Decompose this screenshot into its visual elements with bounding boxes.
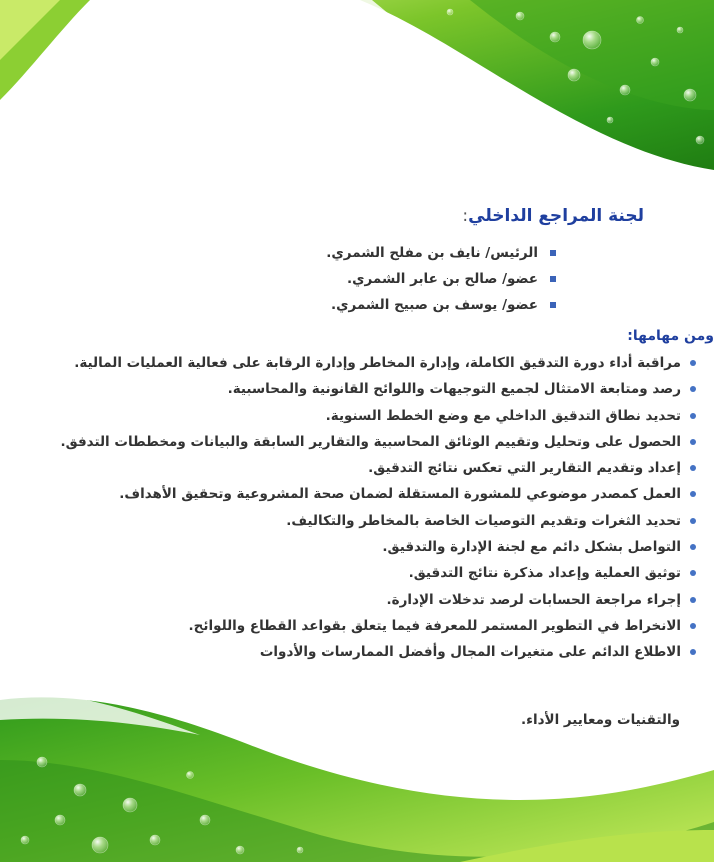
round-bullet-icon [690, 570, 696, 576]
members-list [326, 240, 556, 318]
square-bullet-icon [550, 276, 556, 282]
task-item: الانخراط في التطوير المستمر للمعرفة فيما يتعلق بقواعد القطاع واللوائح. [61, 613, 696, 639]
task-item: العمل كمصدر موضوعي للمشورة المستقلة لضمان صحة المشروعية وتحقيق الأهداف. [61, 481, 696, 507]
round-bullet-icon [690, 623, 696, 629]
square-bullet-icon [550, 250, 556, 256]
member-item: عضو/ صالح بن عابر الشمري. [326, 266, 556, 292]
tasks-list [61, 350, 696, 666]
task-item: تحديد الثغرات وتقديم التوصيات الخاصة بالمخاطر والتكاليف. [61, 508, 696, 534]
task-item: توثيق العملية وإعداد مذكرة نتائج التدقيق. [61, 560, 696, 586]
member-item: الرئيس/ نايف بن مفلح الشمري. [326, 240, 556, 266]
task-item: مراقبة أداء دورة التدقيق الكاملة، وإدارة المخاطر وإدارة الرقابة على فعالية العمليات المالية. [61, 350, 696, 376]
member-item: عضو/ يوسف بن صبيح الشمري. [326, 292, 556, 318]
round-bullet-icon [690, 465, 696, 471]
task-item: رصد ومتابعة الامتثال لجميع التوجيهات واللوائح القانونية والمحاسبية. [61, 376, 696, 402]
round-bullet-icon [690, 413, 696, 419]
round-bullet-icon [690, 439, 696, 445]
task-item: الاطلاع الدائم على متغيرات المجال وأفضل الممارسات والأدوات [61, 639, 696, 665]
tasks-heading: ومن مهامها: [627, 328, 714, 344]
task-item: تحديد نطاق التدقيق الداخلي مع وضع الخطط السنوية. [61, 403, 696, 429]
task-item: الحصول على وتحليل وتقييم الوثائق المحاسبية والتقارير السابقة والبيانات ومخططات التدفق. [61, 429, 696, 455]
square-bullet-icon [550, 302, 556, 308]
task-item: إعداد وتقديم التقارير التي تعكس نتائج التدقيق. [61, 455, 696, 481]
round-bullet-icon [690, 544, 696, 550]
round-bullet-icon [690, 649, 696, 655]
committee-title: لجنة المراجع الداخلي: [462, 206, 644, 226]
round-bullet-icon [690, 491, 696, 497]
round-bullet-icon [690, 360, 696, 366]
task-item-continuation: والتقنيات ومعايير الأداء. [520, 712, 680, 728]
round-bullet-icon [690, 518, 696, 524]
task-item: التواصل بشكل دائم مع لجنة الإدارة والتدقيق. [61, 534, 696, 560]
round-bullet-icon [690, 386, 696, 392]
task-item: إجراء مراجعة الحسابات لرصد تدخلات الإدارة. [61, 587, 696, 613]
round-bullet-icon [690, 597, 696, 603]
